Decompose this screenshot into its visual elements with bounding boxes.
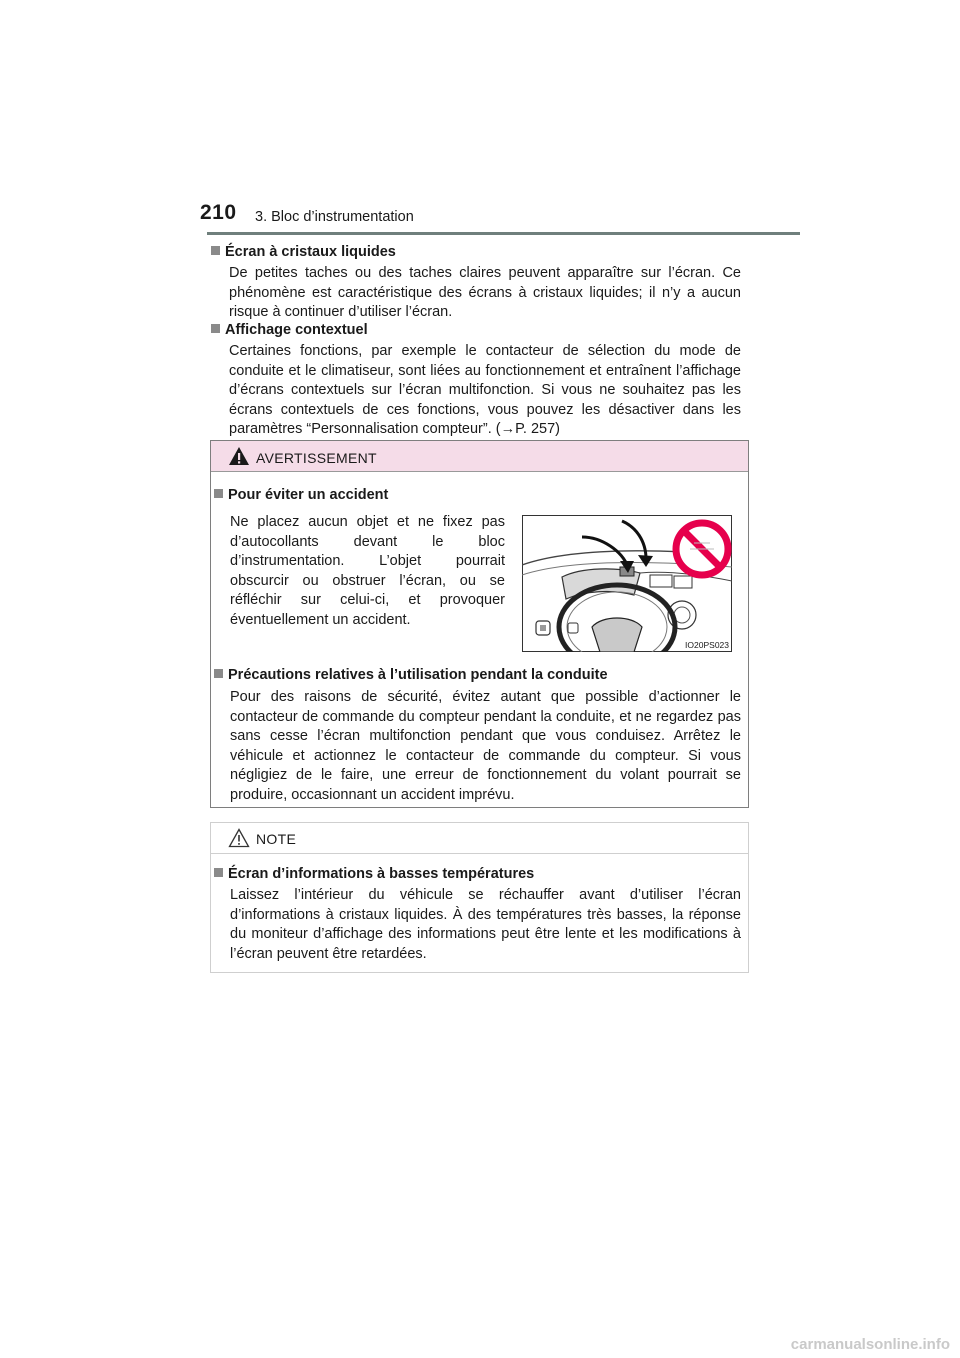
section-heading xyxy=(211,322,368,338)
warning-item-heading xyxy=(214,487,388,503)
dashboard-illustration xyxy=(522,515,732,652)
section-title: Affichage contextuel xyxy=(225,322,368,338)
warning-header xyxy=(211,441,748,472)
square-bullet-icon xyxy=(214,868,223,877)
square-bullet-icon xyxy=(211,324,220,333)
note-item-title: Écran d’informations à basses températures xyxy=(228,866,535,882)
section-title: Écran à cristaux liquides xyxy=(225,244,396,260)
header-rule xyxy=(207,232,800,235)
note-item-body: Laissez l’intérieur du véhicule se réchauffer avant d’utiliser l’écran d’informations à cristaux liquides. À des températures très basses, la réponse du moniteur d’affichage des informations peut être lente et les modifications à l’écran peuvent être retardées. xyxy=(230,887,741,962)
square-bullet-icon xyxy=(211,246,220,255)
section-body: De petites taches ou des taches claires peuvent apparaître sur l’écran. Ce phénomène est caractéristique des écrans à cristaux liquides; il n’y a aucun risque à continuer d’utiliser l’écran. xyxy=(229,265,741,320)
warning-label: AVERTISSEMENT xyxy=(256,450,377,466)
warning-item-body: Ne placez aucun objet et ne fixez pas d’autocollants devant le bloc d’instrumentation. L’objet pourrait obscurcir ou obstruer l’écran, ou se réfléchir sur celui-ci, et provoquer éventuellement un accident. xyxy=(230,514,505,628)
section-heading xyxy=(211,244,396,260)
warning-item-title: Pour éviter un accident xyxy=(228,487,389,503)
note-item-heading xyxy=(214,866,534,882)
section-body: Certaines fonctions, par exemple le contacteur de sélection du mode de conduite et le climatiseur, sont liées au fonctionnement et entraînent l’affichage d’écrans contextuels sur l’écran multifonction. Si vous ne souhaitez pas les écrans contextuels de ces fonctions, vous pouvez les désactiver dans les paramètres “Personnalisation compteur”. (→P. 257) xyxy=(229,343,741,437)
warning-item-heading xyxy=(214,667,608,683)
chapter-title: 3. Bloc d’instrumentation xyxy=(255,209,414,225)
square-bullet-icon xyxy=(214,489,223,498)
page-number: 210 xyxy=(200,201,237,224)
warning-item-body: Pour des raisons de sécurité, évitez autant que possible d’actionner le contacteur de commande du compteur pendant la conduite, et ne regardez pas sans cesse l’écran multifonction pendant que vous conduisez. Arrêtez le véhicule et actionnez le contacteur de commande du compteur. Si vous négligiez de le faire, une erreur de fonctionnement du volant pourrait se produire, occasionnant un accident imprévu. xyxy=(230,689,741,803)
illustration-code: IO20PS023 xyxy=(685,640,729,650)
watermark: carmanualsonline.info xyxy=(790,1336,950,1353)
warning-triangle-icon xyxy=(228,446,250,466)
note-label: NOTE xyxy=(256,831,297,847)
caution-triangle-icon xyxy=(228,828,250,848)
note-header xyxy=(211,823,748,854)
note-box xyxy=(210,822,749,973)
warning-item-title: Précautions relatives à l’utilisation pendant la conduite xyxy=(228,667,608,683)
square-bullet-icon xyxy=(214,669,223,678)
